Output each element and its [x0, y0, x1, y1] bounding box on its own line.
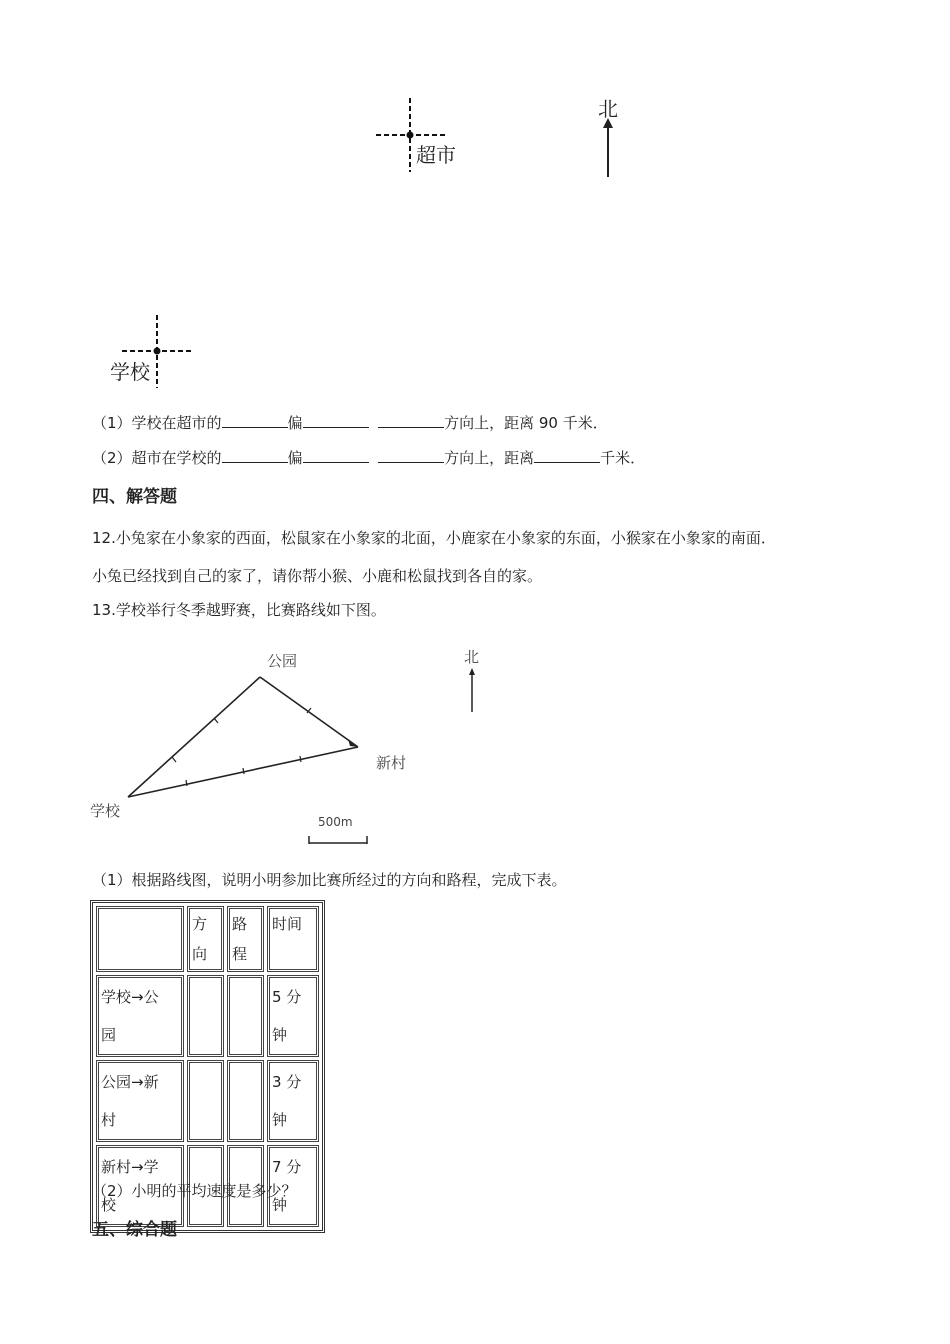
answer-blank[interactable] — [222, 413, 288, 428]
park-label: 公园 — [267, 652, 298, 670]
table-row — [96, 975, 319, 1057]
route-triangle — [128, 677, 358, 797]
section-4-title: 四、解答题 — [92, 487, 177, 507]
distance-cell[interactable] — [227, 975, 264, 1057]
answer-blank[interactable] — [378, 448, 444, 463]
q13-part-1: （1）根据路线图，说明小明参加比赛所经过的方向和路程，完成下表。 — [92, 871, 567, 889]
north-label: 北 — [464, 648, 480, 666]
table-header-cell: 时间 — [267, 906, 319, 972]
route-cell: 公园→新 村 — [96, 1060, 184, 1142]
north-arrow-icon — [603, 118, 613, 177]
time-cell: 3 分钟 — [267, 1060, 319, 1142]
q12-line-1: 12.小兔家在小象家的西面，松鼠家在小象家的北面，小鹿家在小象家的东面，小猴家在小象家的南面． — [92, 529, 776, 547]
q11-line-2: （2）超市在学校的 偏 方向上，距离 千米． — [92, 449, 646, 467]
direction-map-1 — [100, 90, 640, 390]
direction-cell[interactable] — [187, 975, 224, 1057]
answer-blank[interactable] — [222, 448, 288, 463]
supermarket-label: 超市 — [416, 143, 456, 167]
q12-line-2: 小兔已经找到自己的家了，请你帮小猴、小鹿和松鼠找到各自的家。 — [92, 567, 543, 585]
time-cell: 5 分钟 — [267, 975, 319, 1057]
route-cell: 学校→公 园 — [96, 975, 184, 1057]
answer-blank[interactable] — [534, 448, 600, 463]
north-arrow-icon — [469, 668, 475, 712]
table-header-row — [96, 906, 319, 972]
race-route-map — [85, 640, 505, 850]
scale-bar — [309, 836, 367, 844]
table-row — [96, 1060, 319, 1142]
school-label: 学校 — [110, 360, 150, 384]
village-label: 新村 — [376, 754, 407, 772]
school-label: 学校 — [90, 802, 121, 820]
q13-intro: 13.学校举行冬季越野赛，比赛路线如下图。 — [92, 601, 386, 619]
q11-line-1: （1）学校在超市的 偏 方向上，距离 90 千米． — [92, 414, 608, 432]
north-label: 北 — [598, 97, 618, 121]
answer-blank[interactable] — [303, 413, 369, 428]
section-5-title: 五、综合题 — [92, 1220, 177, 1240]
answer-blank[interactable] — [303, 448, 369, 463]
q13-part-2: （2）小明的平均速度是多少？ — [92, 1182, 297, 1200]
answer-blank[interactable] — [378, 413, 444, 428]
distance-cell[interactable] — [227, 1060, 264, 1142]
scale-label: 500m — [318, 815, 353, 829]
time-cell: 7 分钟 — [267, 1145, 319, 1227]
route-cell: 新村→学 校 — [96, 1145, 184, 1227]
table-header-cell — [96, 906, 184, 972]
direction-cell[interactable] — [187, 1060, 224, 1142]
table-header-cell: 方向 — [187, 906, 224, 972]
table-header-cell: 路程 — [227, 906, 264, 972]
